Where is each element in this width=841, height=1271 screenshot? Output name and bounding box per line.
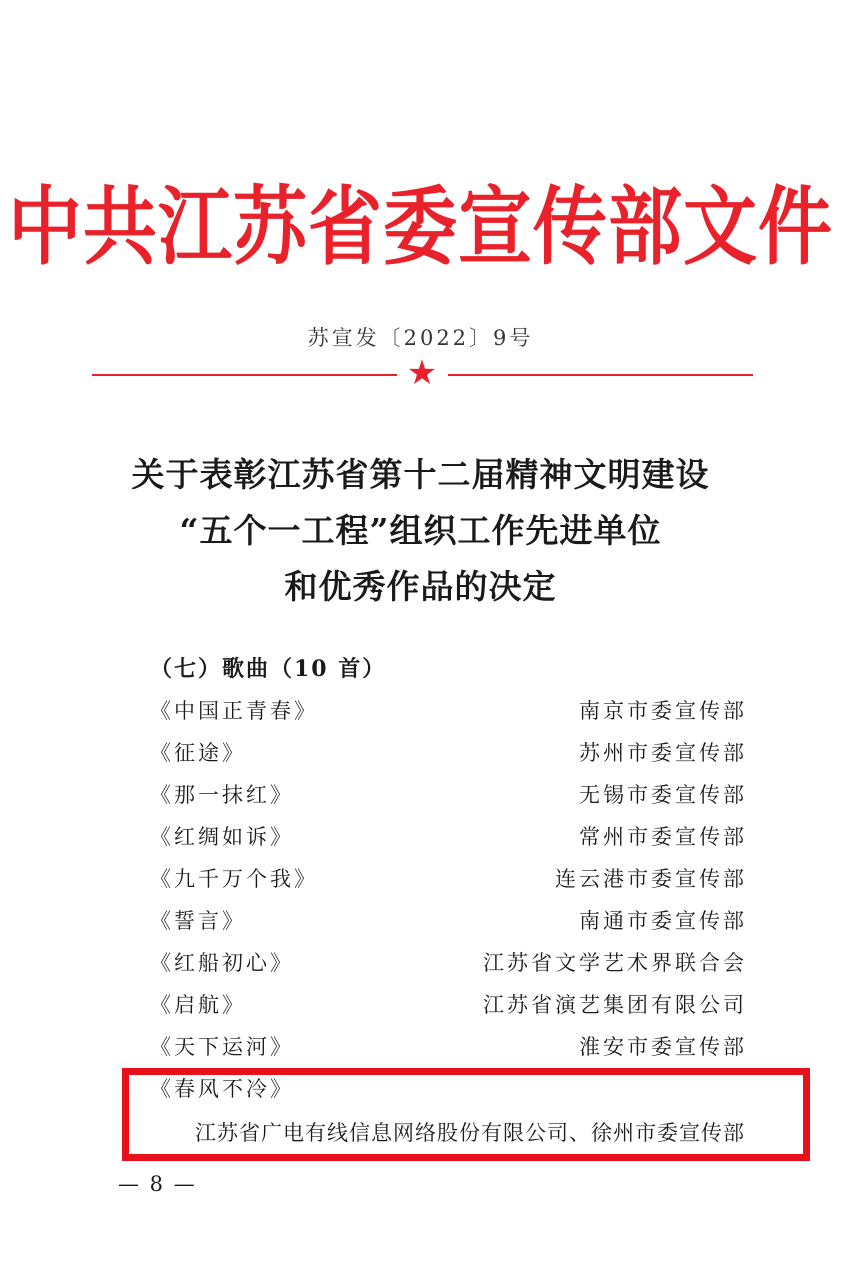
work-title: 《红船初心》 — [150, 951, 294, 975]
highlighted-work-unit: 江苏省广电有线信息网络股份有限公司、徐州市委宣传部 — [195, 1121, 745, 1145]
work-unit: 无锡市委宣传部 — [579, 783, 747, 807]
work-unit: 江苏省演艺集团有限公司 — [483, 993, 747, 1017]
list-item — [150, 900, 747, 942]
list-item — [150, 732, 747, 774]
work-title: 《那一抹红》 — [150, 783, 294, 807]
decision-title — [0, 447, 841, 615]
star-icon: ★ — [406, 353, 438, 393]
decision-title-line: “五个一工程”组织工作先进单位 — [179, 511, 662, 550]
work-unit: 江苏省文学艺术界联合会 — [483, 951, 747, 975]
work-title: 《中国正青春》 — [150, 699, 318, 723]
list-item — [150, 858, 747, 900]
decision-title-line: 和优秀作品的决定 — [284, 567, 557, 606]
work-title: 《九千万个我》 — [150, 867, 318, 891]
work-unit: 连云港市委宣传部 — [555, 867, 747, 891]
work-unit: 淮安市委宣传部 — [579, 1035, 747, 1059]
work-title: 《誓言》 — [150, 909, 246, 933]
header-divider-left — [92, 374, 397, 376]
work-title: 《天下运河》 — [150, 1035, 294, 1059]
work-unit: 苏州市委宣传部 — [579, 741, 747, 765]
highlight-box — [122, 1068, 810, 1161]
work-unit: 南京市委宣传部 — [579, 699, 747, 723]
decision-title-line: 关于表彰江苏省第十二届精神文明建设 — [131, 455, 710, 494]
highlighted-work-title: 《春风不冷》 — [150, 1077, 294, 1101]
header-divider-right — [448, 374, 753, 376]
work-title: 《征途》 — [150, 741, 246, 765]
work-title: 《红绸如诉》 — [150, 825, 294, 849]
document-number: 苏宣发〔2022〕9号 — [307, 326, 534, 350]
work-unit: 南通市委宣传部 — [579, 909, 747, 933]
list-item — [150, 1026, 747, 1068]
list-item — [150, 942, 747, 984]
section-heading: （七）歌曲（10 首） — [150, 656, 387, 682]
list-item — [150, 984, 747, 1026]
list-item — [150, 690, 747, 732]
work-title: 《启航》 — [150, 993, 246, 1017]
page-number: — 8 — — [118, 1172, 197, 1196]
work-unit: 常州市委宣传部 — [579, 825, 747, 849]
document-header-title: 中共江苏省委宣传部文件 — [8, 178, 833, 277]
list-item — [150, 816, 747, 858]
award-list — [150, 690, 747, 1068]
list-item — [150, 774, 747, 816]
